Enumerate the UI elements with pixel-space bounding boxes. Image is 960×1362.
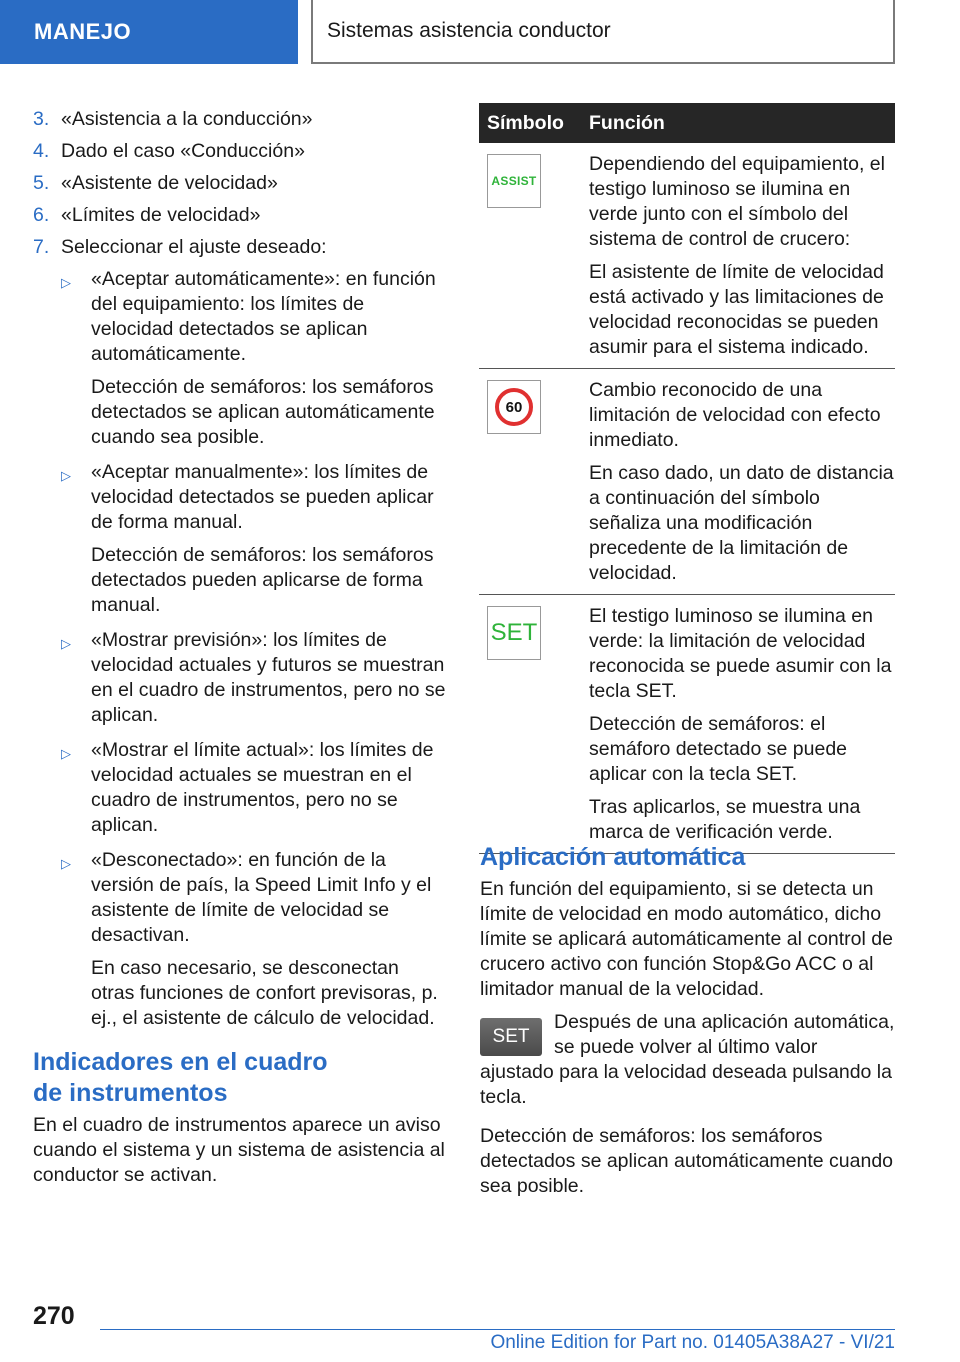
section-heading <box>33 1047 447 1109</box>
table-row <box>479 595 895 854</box>
step-number: 7. <box>33 236 50 258</box>
set-button-icon <box>480 1018 542 1056</box>
triangle-bullet-icon: ▷ <box>61 746 71 761</box>
function-text: El testigo luminoso se ilumina en verde: la limitación de velocidad reconocida se puede asumir con la tecla SET. <box>589 605 892 702</box>
option-list <box>33 267 447 1031</box>
symbol-label: SET <box>490 619 538 646</box>
column-header-function: Función <box>589 111 665 134</box>
triangle-bullet-icon: ▷ <box>61 856 71 871</box>
section-automatic-application <box>480 842 895 1199</box>
footer-divider <box>100 1329 895 1330</box>
function-text: Tras aplicarlos, se muestra una marca de verificación verde. <box>589 796 861 843</box>
left-column <box>33 103 447 1188</box>
option-item <box>61 267 447 450</box>
function-text: El asistente de límite de velocidad está activado y las limitaciones de velocidad reconocidas se pueden asumir para el sistema indicado. <box>589 261 884 358</box>
option-note: Detección de semáforos: los semáforos detectados se aplican automáticamente cuando sea posible. <box>91 376 435 448</box>
set-indicator-icon <box>487 606 541 660</box>
function-text: Cambio reconocido de una limitación de velocidad con efecto inmediato. <box>589 379 881 451</box>
option-note: Detección de semáforos: los semáforos detectados pueden aplicarse de forma manual. <box>91 544 434 616</box>
step-item <box>33 135 447 167</box>
step-number: 3. <box>33 108 50 130</box>
function-text: Dependiendo del equipamiento, el testigo luminoso se ilumina en verde junto con el símbolo del sistema de control de crucero: <box>589 153 885 250</box>
section-text: Detección de semáforos: los semáforos detectados se aplican automáticamente cuando sea posible. <box>480 1125 894 1197</box>
heading-line: de instrumentos <box>33 1079 228 1107</box>
option-text: «Aceptar automáticamente»: en función del equipamiento: los límites de velocidad detectados se aplican automáticamente. <box>91 268 436 365</box>
symbol-label: ASSIST <box>491 174 537 188</box>
triangle-bullet-icon: ▷ <box>61 468 71 483</box>
chapter-title: Sistemas asistencia conductor <box>327 19 611 42</box>
section-heading: Aplicación automática <box>480 843 746 871</box>
symbol-table <box>479 103 895 854</box>
step-item <box>33 199 447 231</box>
step-text: «Asistencia a la conducción» <box>61 108 313 130</box>
section-instrument-cluster <box>33 1047 447 1188</box>
option-item <box>61 460 447 618</box>
option-text: «Desconectado»: en función de la versión de país, la Speed Limit Info y el asistente de límite de velocidad se desactivan. <box>91 849 432 946</box>
function-text: En caso dado, un dato de distancia a continuación del símbolo señaliza una modificación precedente de la limitación de velocidad. <box>589 462 894 584</box>
speed-limit-sign-icon <box>487 380 541 434</box>
step-text: «Asistente de velocidad» <box>61 172 278 194</box>
chapter-title-box <box>311 0 895 64</box>
step-number: 4. <box>33 140 50 162</box>
heading-line: Indicadores en el cuadro <box>33 1048 328 1076</box>
column-header-symbol: Símbolo <box>487 111 564 134</box>
table-row <box>479 369 895 595</box>
section-text: En el cuadro de instrumentos aparece un aviso cuando el sistema y un sistema de asistencia al conductor se activan. <box>33 1114 445 1186</box>
page-number: 270 <box>33 1302 75 1330</box>
table-header <box>479 103 895 143</box>
step-item <box>33 167 447 199</box>
symbol-label: 60 <box>505 398 523 416</box>
step-item <box>33 103 447 135</box>
set-note <box>480 1010 895 1110</box>
step-number: 5. <box>33 172 50 194</box>
step-text: «Límites de velocidad» <box>61 204 261 226</box>
option-item <box>61 738 447 838</box>
step-text: Seleccionar el ajuste deseado: <box>61 236 327 258</box>
section-text: En función del equipamiento, si se detecta un límite de velocidad en modo automático, dicho límite se aplicará automáticamente al control de crucero activo con función Stop&Go ACC o al limitador manual de la velocidad. <box>480 878 893 1000</box>
option-text: «Aceptar manualmente»: los límites de velocidad detectados se pueden aplicar de forma manual. <box>91 461 434 533</box>
option-text: «Mostrar el límite actual»: los límites de velocidad actuales se muestran en el cuadro de instrumentos, pero no se aplican. <box>91 739 434 836</box>
section-label: MANEJO <box>34 19 132 44</box>
option-item <box>61 848 447 1031</box>
edition-note: Online Edition for Part no. 01405A38A27 - VI/21 <box>490 1332 895 1353</box>
section-tab <box>0 0 298 64</box>
table-row <box>479 143 895 369</box>
assist-indicator-icon <box>487 154 541 208</box>
triangle-bullet-icon: ▷ <box>61 275 71 290</box>
section-text: Después de una aplicación automática, se puede volver al último valor ajustado para la velocidad deseada pulsando la tecla. <box>480 1011 895 1108</box>
function-text: Detección de semáforos: el semáforo detectado se puede aplicar con la tecla SET. <box>589 713 848 785</box>
step-number: 6. <box>33 204 50 226</box>
option-item <box>61 628 447 728</box>
triangle-bullet-icon: ▷ <box>61 636 71 651</box>
option-text: «Mostrar previsión»: los límites de velocidad actuales y futuros se muestran en el cuadro de instrumentos, pero no se aplican. <box>91 629 446 726</box>
button-label: SET <box>492 1026 530 1047</box>
step-item <box>33 231 447 263</box>
option-note: En caso necesario, se desconectan otras funciones de confort previsoras, p. ej., el asistente de cálculo de velocidad. <box>91 957 438 1029</box>
step-text: Dado el caso «Conducción» <box>61 140 305 162</box>
